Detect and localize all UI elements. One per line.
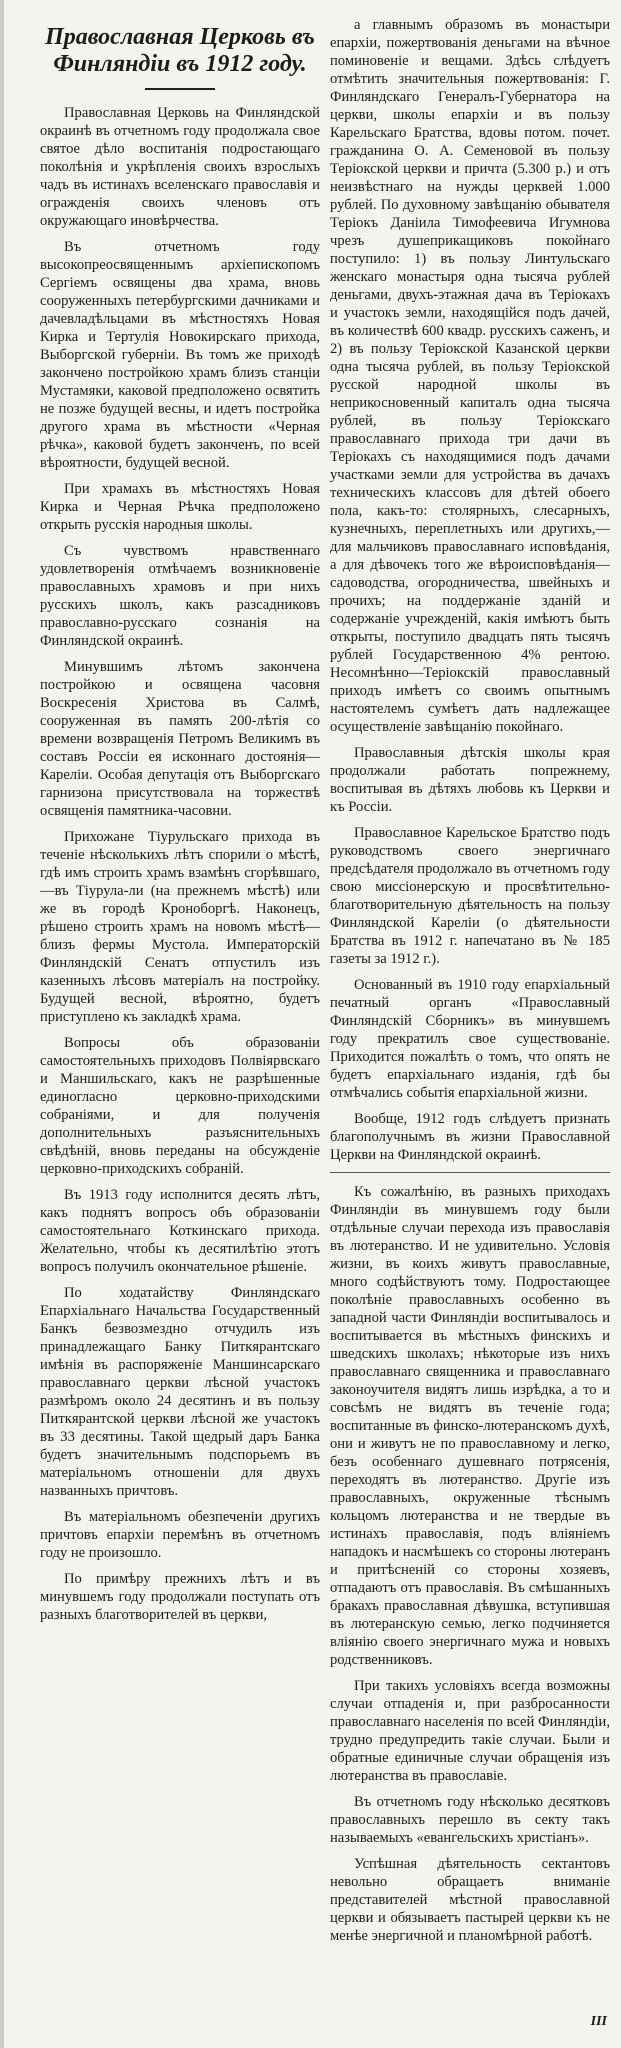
section-separator xyxy=(330,1172,610,1173)
column-left xyxy=(40,16,320,2006)
column-right xyxy=(330,16,610,2006)
paragraph: Православная Церковь на Финляндской окраинѣ въ отчетномъ году продолжала свое святое дѣло воспитанія подростающаго поколѣнія и укрѣпленія своихъ взрослыхъ чадъ въ истинахъ вселенскаго православія и огражденія своихъ членовъ отъ окружающаго иновѣрчества. xyxy=(40,105,320,229)
page-number: III xyxy=(590,2014,607,2029)
paragraph: Вообще, 1912 годъ слѣдуетъ признать благополучнымъ въ жизни Православной Церкви на Финляндской окраинѣ. xyxy=(330,1111,610,1163)
page-edge xyxy=(0,0,4,2048)
paragraph: Вопросы объ образованіи самостоятельныхъ приходовъ Полвіярвскаго и Маншильскаго, какъ не разрѣшенные единогласно церковно-приходскими собраніями, и для полученія дополнительныхъ разъяснительныхъ свѣдѣній, вновь переданы на обсужденіе церковно-приходскихъ собраній. xyxy=(40,1035,320,1177)
paragraph: Въ отчетномъ году нѣсколько десятковъ православныхъ перешло въ секту такъ называемыхъ «евангельскихъ христіанъ». xyxy=(330,1794,610,1846)
paragraph: Прихожане Тіурульскаго прихода въ теченіе нѣсколькихъ лѣтъ спорили о мѣстѣ, гдѣ имъ строить храмъ взамѣнъ сгорѣвшаго,—въ Тіурула-ли (на прежнемъ мѣстѣ) или же въ городѣ Кроноборгѣ. Наконецъ, рѣшено строить храмъ на новомъ мѣстѣ—близъ фермы Мустола. Императорскій Финляндскій Сенатъ отпустилъ изъ казенныхъ лѣсовъ матеріалъ на постройку. Будущей весной, вѣроятно, будетъ приступлено къ закладкѣ храма. xyxy=(40,829,320,1025)
paragraph: Успѣшная дѣятельность сектантовъ невольно обращаетъ вниманіе представителей мѣстной православной церкви и обязываетъ пастырей церкви къ не менѣе энергичной и планомѣрной работѣ. xyxy=(330,1856,610,1944)
article-title: Православная Церковь въ Финляндіи въ 1912 году. xyxy=(45,24,315,77)
paragraph: По примѣру прежнихъ лѣтъ и въ минувшемъ году продолжали поступать отъ разныхъ благотворителей въ церкви, xyxy=(40,1571,320,1623)
paragraph: При храмахъ въ мѣстностяхъ Новая Кирка и Черная Рѣчка предположено открыть русскія народныя школы. xyxy=(40,481,320,533)
paragraph: Къ сожалѣнію, въ разныхъ приходахъ Финляндіи въ минувшемъ году были отдѣльные случаи перехода изъ православія въ лютеранство. И не удивительно. Условія жизни, въ коихъ живутъ православные, много содѣйствуютъ тому. Подростающее поколѣніе православныхъ особенно въ западной части Финляндіи воспитывалось и воспитывается въ мѣстныхъ финскихъ и шведскихъ школахъ; нѣкоторые изъ нихъ православнаго священника и православнаго законоучителя видятъ лишь изрѣдка, а то и совсѣмъ не видятъ въ теченіе года; воспитанные въ финско-лютеранскомъ духѣ, они и живутъ не по православному и легко, безъ особеннаго душевнаго потрясенія, переходятъ въ лютеранство. Другіе изъ православныхъ, окруженные тѣснымъ кольцомъ лютеранства и не твердые въ истинахъ православія, подъ вліяніемъ нападокъ и насмѣшекъ со стороны лютеранъ и притѣсненій со стороны хозяевъ, отпадаютъ отъ православія. Въ смѣшанныхъ бракахъ православная дѣвушка, вступившая въ лютеранскую семью, легко подчиняется вліянію своего энергичнаго мужа и новыхъ родственниковъ. xyxy=(330,1184,610,1668)
columns xyxy=(40,16,611,2006)
paragraph: Съ чувствомъ нравственнаго удовлетворенія отмѣчаемъ возникновеніе православныхъ храмовъ и при нихъ русскихъ школъ, какъ разсадниковъ православно-русскаго сознанія на Финляндской окраинѣ. xyxy=(40,543,320,649)
paragraph: а главнымъ образомъ въ монастыри епархіи, пожертвованія деньгами на вѣчное поминовеніе и вещами. Здѣсь слѣдуетъ отмѣтить значительныя пожертвованія: Г. Финляндскаго Генералъ-Губернатора на церкви, школы епархіи и въ пользу Карельскаго Братства, вдовы потом. почет. гражданина О. А. Семеновой въ пользу Теріокской церкви и причта (5.300 р.) и отъ неизвѣстнаго на нужды церквей 1.000 рублей. По духовному завѣщанію обывателя Теріокъ Даніила Тимофеевича Игумнова чрезъ душеприкащиковъ покойнаго поступило: 1) въ пользу Линтульскаго женскаго монастыря одна тысяча рублей деньгами, двухъ-этажная дача въ Теріокахъ и участокъ земли, находящійся подъ дачей, въ количествѣ 600 квадр. русскихъ саженъ, и 2) въ пользу Теріокской Казанской церкви одна тысяча рублей, въ пользу Теріокской русской народной школы въ неприкосновенный капиталъ одна тысяча рублей, въ пользу Теріокскаго православнаго прихода три дачи въ Теріокахъ съ находящимися подъ дачами участками земли для устройства въ дачахъ техническихъ классовъ для дѣтей обоего пола, какъ-то: столярныхъ, слесарныхъ, кузнечныхъ, переплетныхъ или другихъ,—для мальчиковъ православнаго исповѣданія, а для дѣвочекъ того же вѣроисповѣданія—садоводства, огородничества, швейныхъ и прочихъ; на поддержаніе зданій и содержаніе учрежденій, какія имѣютъ быть открыты, поступило двадцать пять тысячъ рублей Государственною 4% рентою. Несомнѣнно—Теріокскій православный приходъ имѣетъ со своимъ опытнымъ настоятелемъ сумѣетъ дать надлежащее осуществленіе завѣщанію покойнаго. xyxy=(330,17,610,735)
paragraph: Православныя дѣтскія школы края продолжали работать попрежнему, воспитывая въ дѣтяхъ любовь къ Церкви и къ Россіи. xyxy=(330,745,610,815)
paragraph: Въ 1913 году исполнится десять лѣтъ, какъ поднятъ вопросъ объ образованіи самостоятельнаго Коткинскаго прихода. Желательно, чтобы къ десятилѣтію этотъ вопросъ получилъ окончательное рѣшеніе. xyxy=(40,1187,320,1275)
paragraph: Православное Карельское Братство подъ руководствомъ своего энергичнаго предсѣдателя продолжало въ отчетномъ году свою миссіонерскую и просвѣтительно-благотворительную дѣятельность на пользу Финляндской Кареліи (о дѣятельности Братства въ 1912 г. напечатано въ № 185 газеты за 1912 г.). xyxy=(330,825,610,967)
paragraph: При такихъ условіяхъ всегда возможны случаи отпаденія и, при разбросанности православнаго населенія по всей Финляндіи, трудно предупредить такіе случаи. Были и обратные единичные случаи обращенія изъ лютеранства въ православіе. xyxy=(330,1678,610,1784)
paragraph: Въ отчетномъ году высокопреосвященнымъ архіепископомъ Сергіемъ освящены два храма, вновь сооруженныхъ петербургскими дачниками и дачевладѣльцами въ мѣстностяхъ Новая Кирка и Тертулія Новокирскаго прихода, Выборгской губерніи. Въ томъ же приходѣ закончено постройкою храмъ близъ станціи Мустамяки, каковой предположено освятить не позже будущей весны, и идетъ постройка другого храма въ мѣстности «Черная рѣчка», каковой будетъ законченъ, по всей вѣроятности, будущей весной. xyxy=(40,239,320,471)
paragraph: Основанный въ 1910 году епархіальный печатный органъ «Православный Финляндскій Сборникъ» въ минувшемъ году прекратилъ свое существованіе. Приходится пожалѣть о томъ, что опять не будетъ епархіальнаго изданія, гдѣ бы отмѣчались событія епархіальной жизни. xyxy=(330,977,610,1101)
title-rule xyxy=(145,88,215,90)
paragraph: По ходатайству Финляндскаго Епархіальнаго Начальства Государственный Банкъ безвозмездно отчудилъ изъ принадлежащаго Банку Питкярантскаго имѣнія въ распоряженіе Маншинсарскаго православнаго церкви лѣсной участокъ размѣромъ около 24 десятинъ и въ пользу Питкярантской церкви лѣсной же участокъ въ 33 десятины. Такой щедрый даръ Банка будетъ значительнымъ подспорьемъ въ матеріальномъ отношеніи для двухъ названныхъ причтовъ. xyxy=(40,1285,320,1499)
paragraph: Въ матеріальномъ обезпеченіи другихъ причтовъ епархіи перемѣнъ въ отчетномъ году не произошло. xyxy=(40,1509,320,1561)
paragraph: Минувшимъ лѣтомъ закончена постройкою и освящена часовня Воскресенія Христова въ Салмѣ, сооруженная въ память 200-лѣтія со времени возвращенія Петромъ Великимъ въ составъ Россіи ея исконнаго достоянія—Кареліи. Особая депутація отъ Выборгскаго гарнизона присутствовала на торжествѣ освященія памятника-часовни. xyxy=(40,659,320,819)
